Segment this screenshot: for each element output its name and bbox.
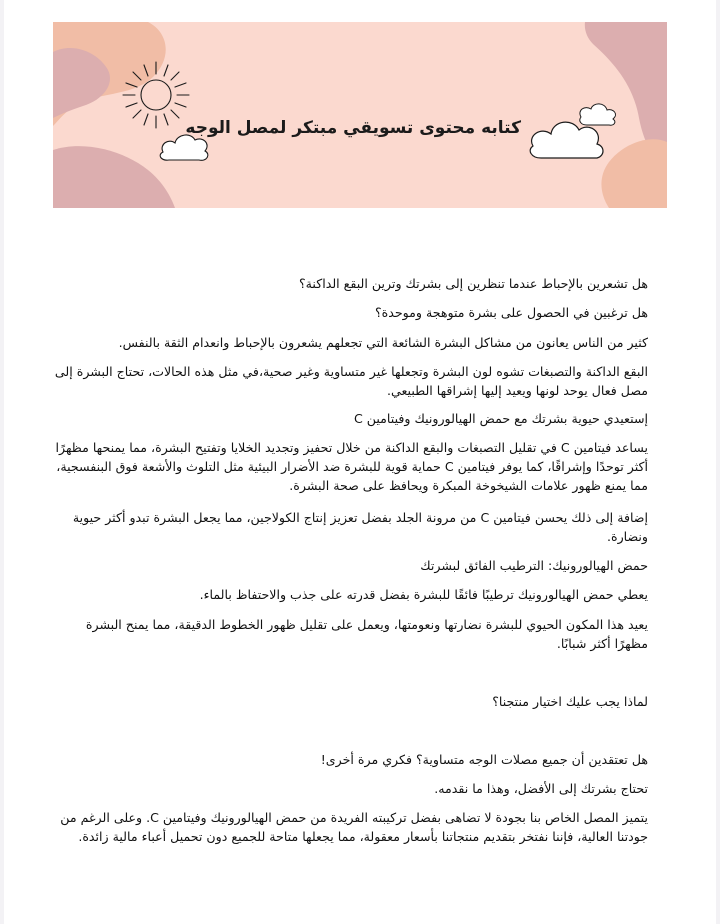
paragraph: يساعد فيتامين C في تقليل التصبغات والبقع الداكنة من خلال تحفيز وتجديد الخلايا وتفتيح البشرة، مما يمنحها مظهرًا أكثر توحدًا وإشراقًا، كما يوفر فيتامين C حماية قوية للبشرة ضد الأضرار البيئية مثل التلوث والأشعة فوق البنفسجية، مما يمنع ظهور علامات الشيخوخة المبكرة ويحافظ على صحة البشرة.	[55, 440, 648, 493]
paragraph: إضافة إلى ذلك يحسن فيتامين C من مرونة الجلد بفضل تعزيز إنتاج الكولاجين، مما يجعل البشرة تبدو أكثر حيوية ونضارة.	[72, 510, 648, 544]
paragraph: هل تعتقدين أن جميع مصلات الوجه متساوية؟ فكري مرة أخرى!	[320, 752, 648, 767]
paragraph: يعيد هذا المكون الحيوي للبشرة نضارتها ونعومتها، ويعمل على تقليل ظهور الخطوط الدقيقة، مما يمنح البشرة مظهرًا أكثر شبابًا.	[85, 617, 648, 651]
paragraph: يتميز المصل الخاص بنا بجودة لا تضاهى بفضل تركيبته الفريدة من حمض الهيالورونيك وفيتامين C. وعلى الرغم من جودتنا العالية، فإننا نفتخر بتقديم منتجاتنا بأسعار معقولة، مما يجعلها متاحة للجميع دون تحميل أعباء مالية زائدة.	[60, 810, 648, 844]
section-heading: لماذا يجب عليك اختيار منتجنا؟	[492, 694, 648, 709]
paragraph: هل ترغبين في الحصول على بشرة متوهجة وموحدة؟	[374, 305, 648, 320]
banner-title: كتابه محتوى تسويقي مبتكر لمصل الوجه	[185, 118, 521, 138]
paragraph: إستعيدي حيوية بشرتك مع حمض الهيالورونيك وفيتامين C	[354, 411, 648, 426]
paragraph: يعطي حمض الهيالورونيك ترطيبًا فائقًا للبشرة بفضل قدرته على جذب والاحتفاظ بالماء.	[199, 587, 648, 602]
paragraph: البقع الداكنة والتصبغات تشوه لون البشرة وتجعلها غير متساوية وغير صحية،في مثل هذه الحالات، تحتاج البشرة إلى مصل فعال يوحد لونها ويعيد إليها إشراقها الطبيعي.	[54, 364, 648, 398]
paragraph: كثير من الناس يعانون من مشاكل البشرة الشائعة التي تجعلهم يشعرون بالإحباط وانعدام الثقة بالنفس.	[118, 335, 648, 350]
section-heading: حمض الهيالورونيك: الترطيب الفائق لبشرتك	[420, 558, 648, 573]
paragraph: هل تشعرين بالإحباط عندما تنظرين إلى بشرتك وترين البقع الداكنة؟	[299, 276, 648, 291]
paragraph: تحتاج بشرتك إلى الأفضل، وهذا ما نقدمه.	[434, 781, 648, 796]
